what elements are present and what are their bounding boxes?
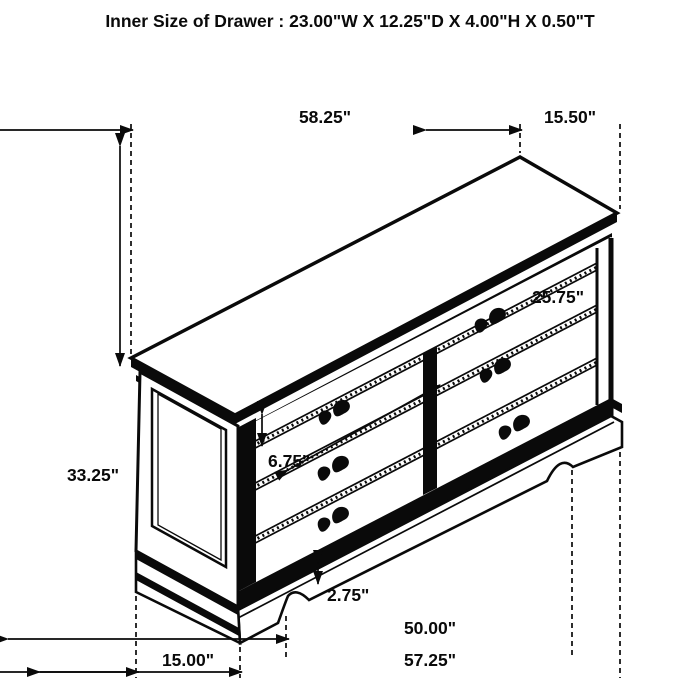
dresser-drawing bbox=[131, 157, 622, 645]
dim-label: 33.25" bbox=[66, 465, 120, 485]
center-divider bbox=[423, 347, 437, 495]
page-title: Inner Size of Drawer : 23.00"W X 12.25"D X 4.00"H X 0.50"T bbox=[105, 11, 595, 31]
dim-label: 57.25" bbox=[403, 650, 457, 670]
left-stile bbox=[237, 418, 256, 592]
dim-label: 2.75" bbox=[327, 585, 370, 605]
dim-label: 58.25" bbox=[298, 107, 352, 127]
dim-overall-height bbox=[67, 146, 120, 485]
dim-label: 25.75" bbox=[531, 287, 585, 307]
dim-label: 15.50" bbox=[543, 107, 597, 127]
dim-top-length bbox=[0, 107, 351, 130]
dim-top-depth bbox=[426, 107, 596, 130]
dim-side-width bbox=[40, 650, 214, 672]
dim-front-width bbox=[0, 650, 456, 672]
dim-label: 15.00" bbox=[161, 650, 215, 670]
dim-label: 50.00" bbox=[403, 618, 457, 638]
dim-label: 6.75" bbox=[268, 451, 311, 471]
